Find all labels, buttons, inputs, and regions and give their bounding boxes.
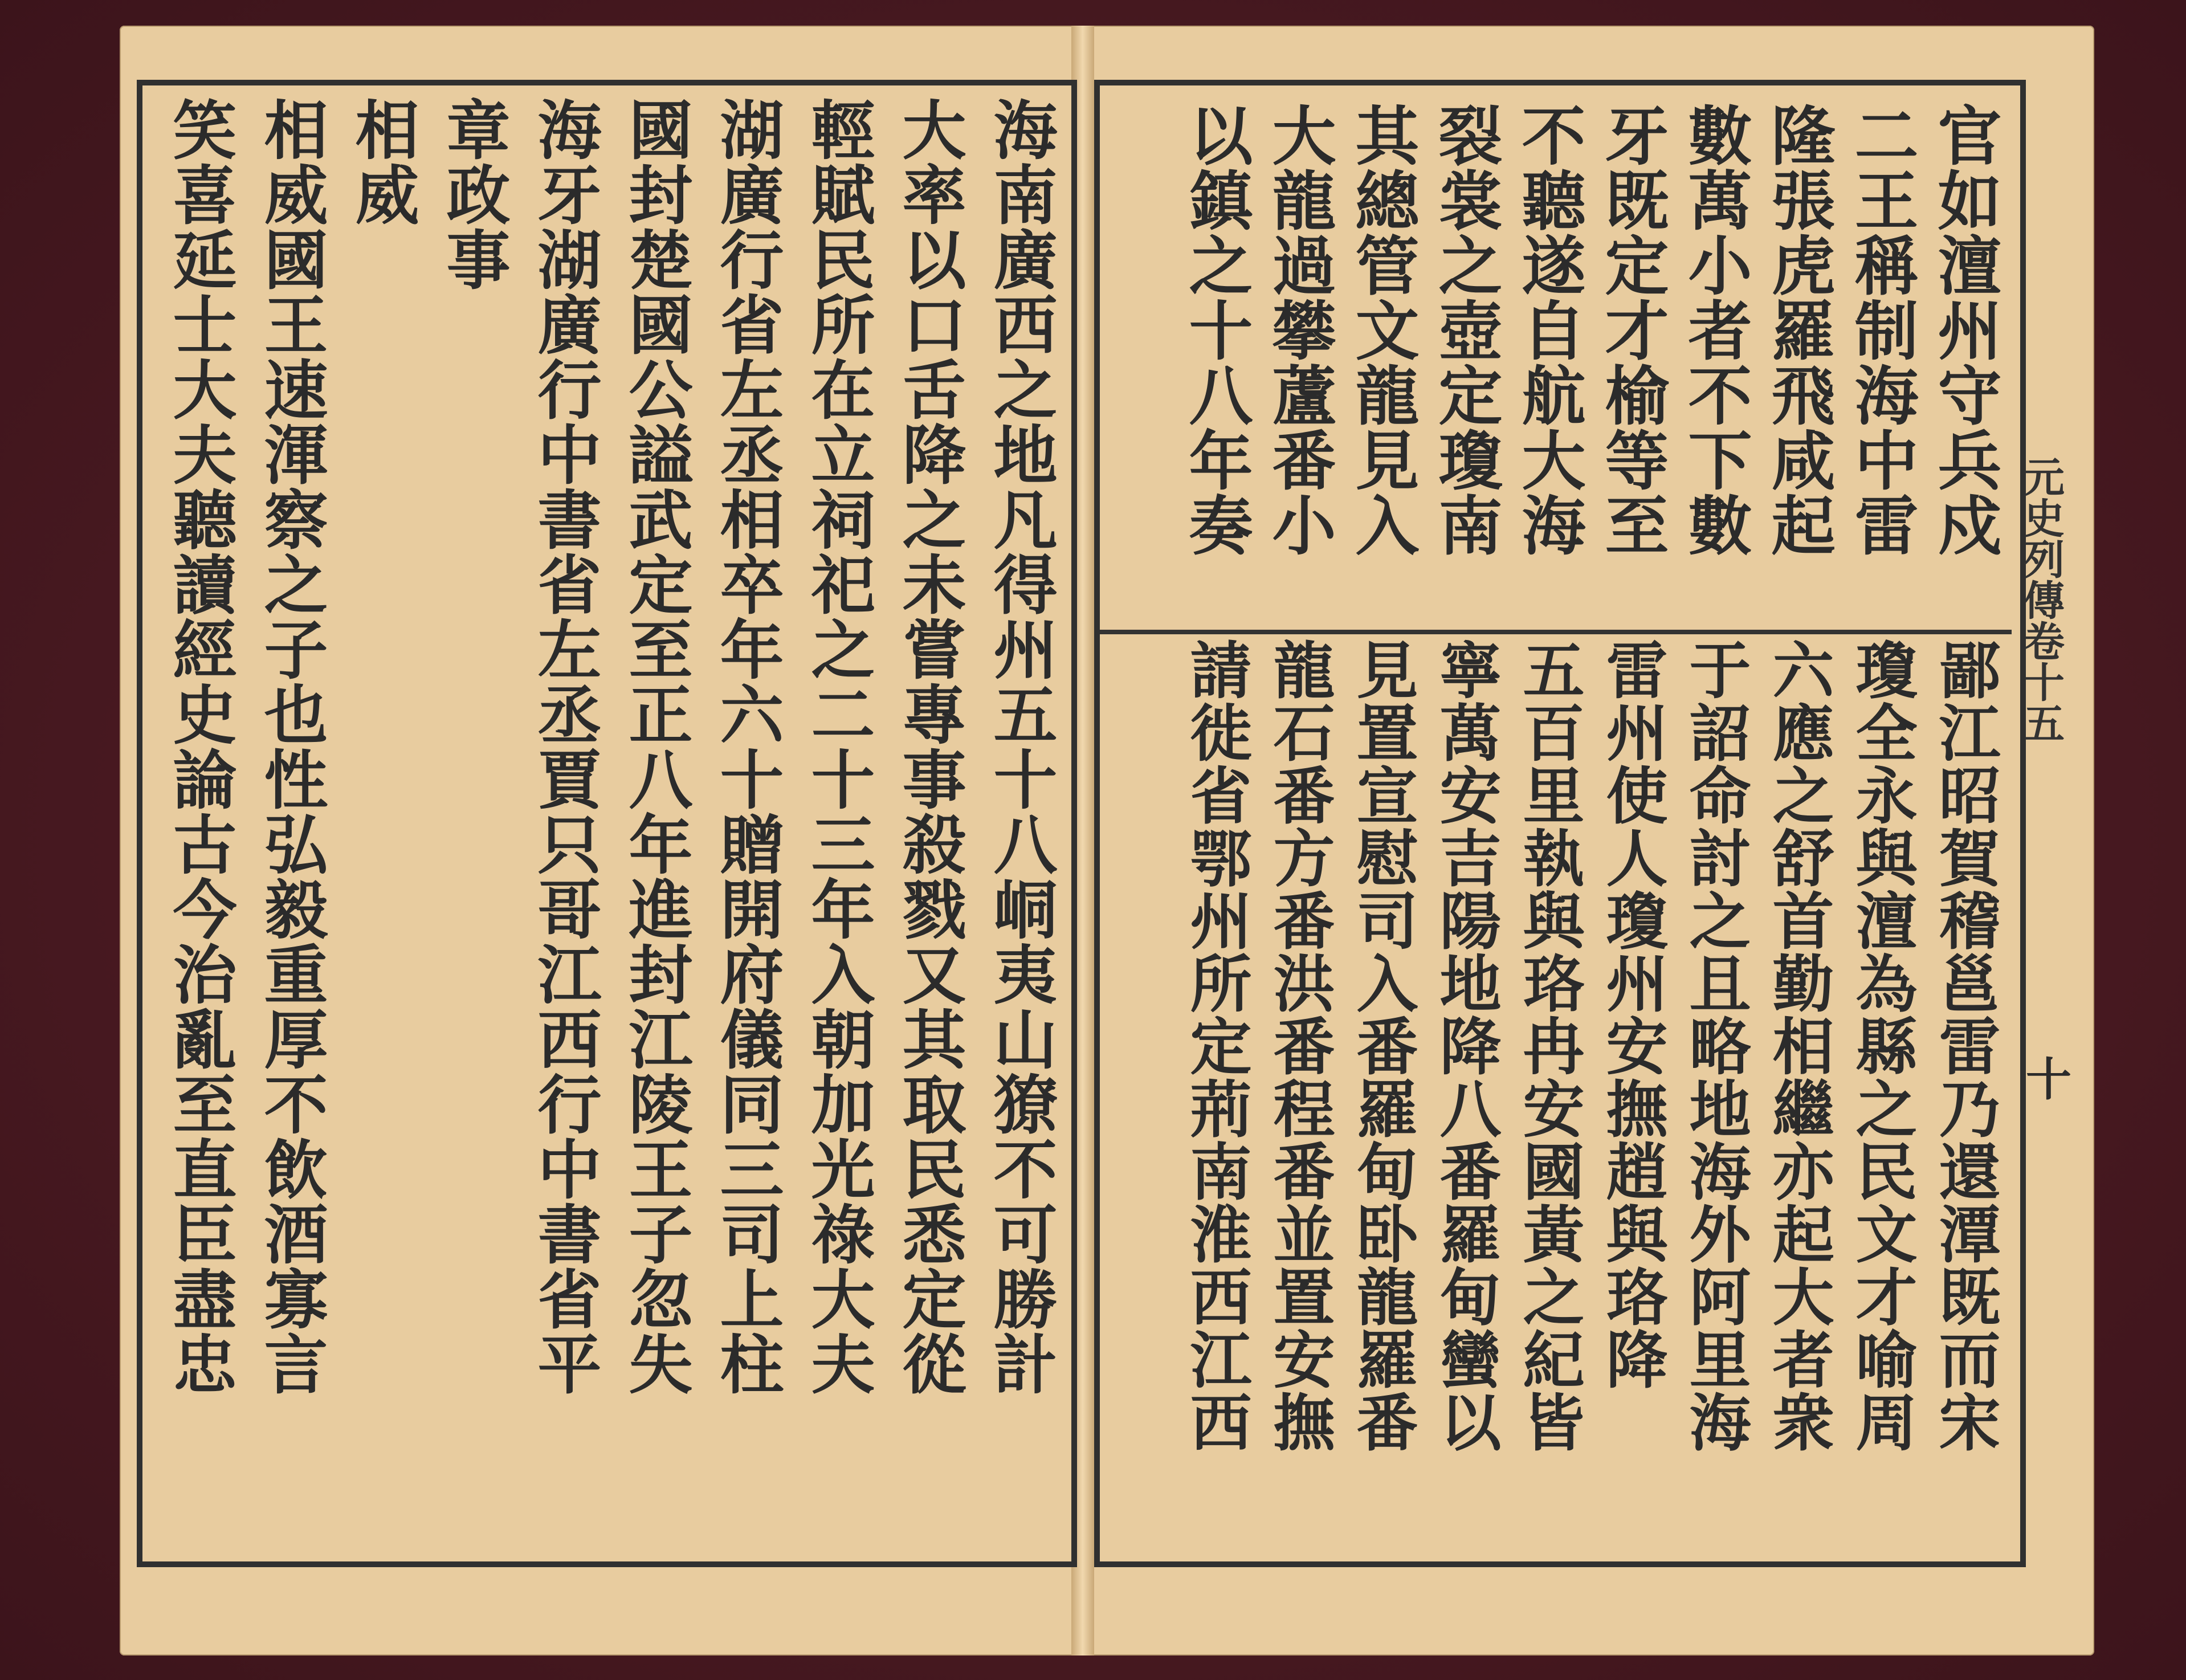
right-page-bottom-column-text: 瓊全永與澶為縣之民文才喻周 [1845, 638, 1917, 1453]
right-page-top-column-text: 以鎮之十八年奏 [1178, 103, 1253, 557]
left-page-column-text: 章政事 [436, 97, 511, 292]
left-page-column [974, 97, 1066, 1396]
right-page-top-column-text: 裂裳之壺定瓊南 [1428, 103, 1503, 557]
right-page-top-column [1756, 103, 1840, 557]
right-page-top-column-text: 其總管文龍見入 [1345, 103, 1420, 557]
left-page-column-text: 湖廣行省左丞相卒年六十贈開府儀同三司上柱 [709, 97, 784, 1396]
right-page-bottom-column [1840, 638, 1923, 1453]
right-page-top-column [1174, 103, 1257, 557]
right-page-bottom-column-text: 鄙江昭賀稽邕雷乃還潭既而宋 [1928, 638, 2000, 1453]
right-page-bottom-column [1923, 638, 2006, 1453]
left-page-column-text: 輕賦民所在立祠祀之二十三年入朝加光祿大夫 [801, 97, 875, 1396]
left-page-column [519, 97, 610, 1396]
right-page-bottom-column-text: 請徙省鄂州所定荊南淮西江西 [1180, 638, 1251, 1453]
right-page-bottom-column-text: 龍石番方番洪番程番並置安撫 [1263, 638, 1335, 1453]
right-page-top-column [1923, 103, 2006, 557]
right-page-top-column [1424, 103, 1507, 557]
left-page-column-text: 海南廣西之地凡得州五十八峒夷山獠不可勝計 [983, 97, 1058, 1396]
right-page-bottom-column [1257, 638, 1340, 1453]
right-page-bottom-column-text: 寧萬安吉陽地降八番羅甸蠻以 [1429, 638, 1501, 1453]
right-page-top-column [1673, 103, 1756, 557]
right-page-top-column [1257, 103, 1340, 557]
right-page-bottom-column [1174, 638, 1257, 1453]
right-page-bottom-column [1673, 638, 1756, 1453]
right-page-bottom-column [1340, 638, 1424, 1453]
right-page-bottom-column [1756, 638, 1840, 1453]
right-page-top-column-text: 不聽遂自航大海 [1511, 103, 1586, 557]
left-page-column [610, 97, 701, 1396]
right-page-bottom-column-text: 雷州使人瓊州安撫趙與珞降 [1596, 638, 1667, 1391]
margin-label-text: 元史列傳卷十五 [2017, 456, 2065, 743]
left-page-column [883, 97, 974, 1396]
right-page-top-column-text: 二王稱制海中雷 [1844, 103, 1919, 557]
right-page-bottom-column-text: 見置宣慰司入番羅甸卧龍羅番 [1346, 638, 1418, 1453]
left-page-column-text: 笑喜延士大夫聽讀經史論古今治亂至直臣盡忠 [162, 97, 237, 1396]
left-page-column [245, 97, 336, 1396]
right-page-bottom-column-text: 五百里執與珞冉安國黃之紀皆 [1512, 638, 1584, 1453]
left-page-column [336, 97, 427, 227]
right-page-top-column-text: 大龍過攀蘆番小 [1262, 103, 1336, 557]
right-page-top-column-text: 數萬小者不下數 [1678, 103, 1752, 557]
right-page-bottom-column-text: 于詔命討之且略地海外阿里海 [1679, 638, 1751, 1453]
right-page-top-column [1590, 103, 1673, 557]
right-page-top-column [1340, 103, 1424, 557]
left-page-column-text: 國封楚國公謚武定至正八年進封江陵王子忽失 [618, 97, 693, 1396]
left-page-column-text: 海牙湖廣行中書省左丞賈只哥江西行中書省平 [527, 97, 602, 1396]
left-page-column [154, 97, 245, 1396]
left-page-column-text: 相威 [345, 97, 419, 227]
left-page-column [427, 97, 519, 292]
left-page-column-text: 大率以口舌降之未嘗專事殺戮又其取民悉定從 [892, 97, 966, 1396]
right-page-bottom-column [1507, 638, 1590, 1453]
right-page-top-column-text: 牙既定才榆等至 [1594, 103, 1669, 557]
margin-label [2017, 456, 2065, 743]
right-page-top-column [1507, 103, 1590, 557]
right-page-bottom-column [1590, 638, 1673, 1391]
left-page-column [792, 97, 883, 1396]
left-page-column-text: 相威國王速渾察之子也性弘毅重厚不飲酒寡言 [254, 97, 328, 1396]
page-number: 十 [2026, 1053, 2071, 1106]
right-page-top-column-text: 官如澶州守兵戍 [1927, 103, 2002, 557]
right-page-divider [1100, 630, 2012, 634]
right-page-bottom-column-text: 六應之舒首勤相繼亦起大者衆 [1762, 638, 1834, 1453]
right-page-top-column-text: 隆張虎羅飛咸起 [1761, 103, 1836, 557]
left-page-column [701, 97, 792, 1396]
right-page-bottom-column [1424, 638, 1507, 1453]
right-page-top-column [1840, 103, 1923, 557]
